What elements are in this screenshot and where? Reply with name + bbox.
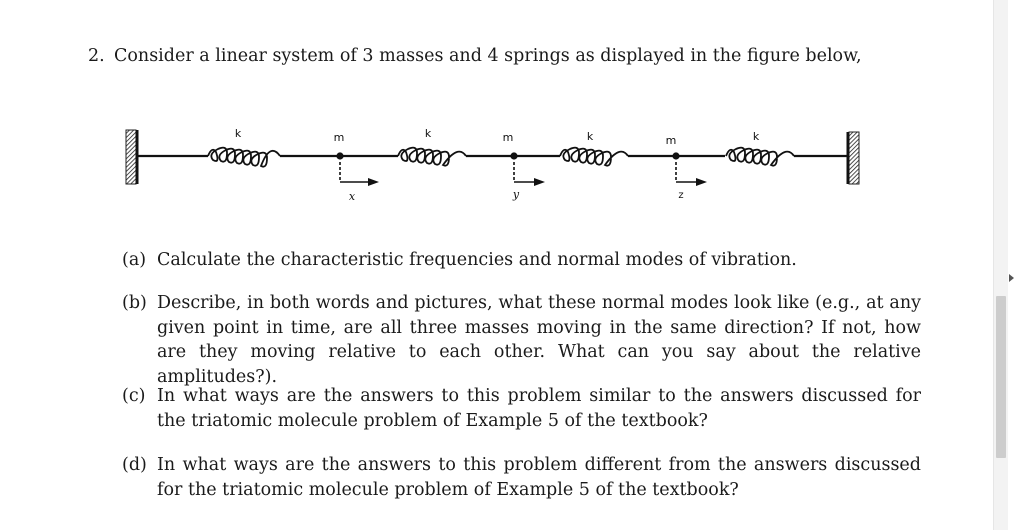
- spring-1-label: k: [234, 127, 242, 140]
- left-wall: [126, 130, 136, 184]
- spring-3: [560, 148, 628, 166]
- window-edge: [1020, 0, 1024, 530]
- part-c-text: In what ways are the answers to this problem similar to the answers discussed for the triatomic molecule problem of Example 5 of the textbook?: [157, 386, 921, 431]
- part-b-text: Describe, in both words and pictures, what these normal modes look like (e.g., at any given point in time, are all three masses moving in the same direction? If not, how are they moving relative to each other. What can you say about the relative amplitudes?).: [157, 293, 921, 387]
- mass-2: [510, 152, 517, 159]
- part-b: [122, 291, 922, 387]
- question-number: 2.: [88, 46, 105, 66]
- part-a-label: (a): [122, 250, 147, 270]
- spring-2: [398, 148, 466, 166]
- spring-mass-figure: [120, 122, 880, 204]
- mass-1: [336, 152, 343, 159]
- part-b-label: (b): [122, 293, 147, 313]
- spring-4-label: k: [752, 130, 760, 143]
- y-arrow-icon: [534, 178, 545, 186]
- expand-arrow-icon[interactable]: [1009, 274, 1014, 282]
- x-coordinate-label: x: [348, 190, 356, 203]
- spring-2-label: k: [424, 127, 432, 140]
- question-text: Consider a linear system of 3 masses and 4 springs as displayed in the figure below,: [114, 46, 862, 66]
- z-arrow-icon: [696, 178, 707, 186]
- part-d: [122, 453, 922, 503]
- part-c: [122, 384, 922, 434]
- mass-1-label: m: [333, 131, 345, 144]
- y-coordinate-label: y: [512, 188, 520, 201]
- x-arrow-icon: [368, 178, 379, 186]
- part-d-text: In what ways are the answers to this problem different from the answers discussed for the triatomic molecule problem of Example 5 of the textbook?: [157, 455, 921, 500]
- right-wall: [849, 132, 859, 184]
- question-statement: [88, 46, 862, 66]
- mass-3-label: m: [665, 134, 677, 147]
- spring-4: [726, 148, 794, 166]
- z-coordinate-label: z: [678, 190, 684, 201]
- mass-2-label: m: [502, 131, 514, 144]
- spring-3-label: k: [586, 130, 594, 143]
- mass-3: [672, 152, 679, 159]
- scrollbar-thumb[interactable]: [996, 296, 1006, 458]
- part-a: [122, 248, 922, 272]
- spring-1: [208, 148, 280, 167]
- part-c-label: (c): [122, 386, 146, 406]
- part-a-text: Calculate the characteristic frequencies and normal modes of vibration.: [157, 250, 797, 270]
- part-d-label: (d): [122, 455, 147, 475]
